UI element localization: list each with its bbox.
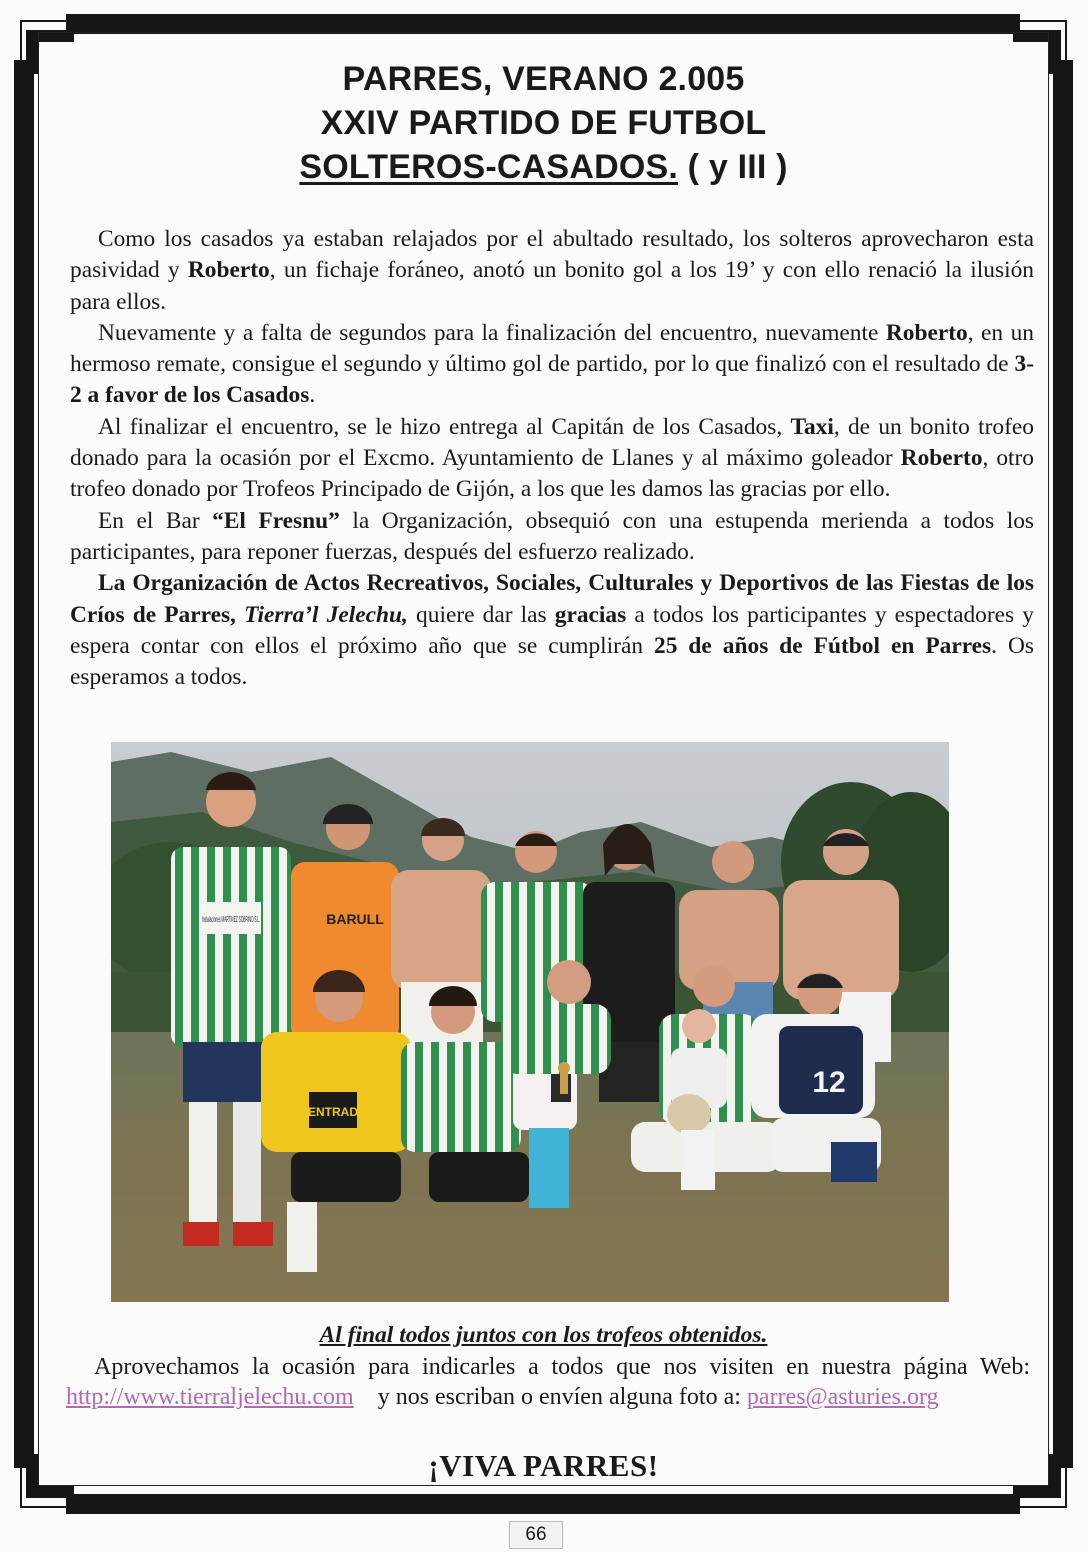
title-suffix: ( y III ) (678, 148, 788, 186)
website-link[interactable]: http://www.tierraljelechu.com (66, 1384, 354, 1410)
jersey-sponsor-1: Instalaciones MARTINEZ SOBRINO S.L. (202, 915, 260, 924)
team-photo (111, 742, 949, 1302)
paragraph-5: La Organización de Actos Recreativos, Sociales, Culturales y Deportivos de las Fiestas de los Críos de Parres, Tierra’l Jelechu, quiere dar las gracias a todos los participantes y espectadores y espera contar con ellos el próximo año que se cumplirán 25 de años de Fútbol en Parres. Os esperamos a todos. (70, 570, 1034, 691)
viva-parres-heading: ¡VIVA PARRES! (428, 1448, 659, 1483)
title-line-3 (0, 148, 1087, 187)
jersey-number: 12 (812, 1066, 846, 1099)
jersey-sponsor-2: BARULL (326, 911, 384, 927)
paragraph-1: Como los casados ya estaban relajados por el abultado resultado, los solteros aprovecharon esta pasividad y Roberto, un fichaje foráneo, anotó un bonito gol a los 19’ y con ello renació la ilusión para ellos. (70, 226, 1034, 315)
jersey-sponsor-3: ENTRAD (308, 1105, 358, 1119)
closing-paragraph: Aprovechamos la ocasión para indicarles a todos que nos visiten en nuestra página Web: http://www.tierraljelechu.com y nos escriban o envíen alguna foto a: parres@asturies.org (66, 1354, 1030, 1410)
title-underlined: SOLTEROS-CASADOS. (299, 148, 678, 186)
title-line-1: PARRES, VERANO 2.005 (342, 60, 745, 98)
article-body (70, 224, 1034, 693)
paragraph-2: Nuevamente y a falta de segundos para la finalización del encuentro, nuevamente Roberto, en un hermoso remate, consigue el segundo y último gol de partido, por lo que finalizó con el resultado de 3-2 a favor de los Casados. (70, 319, 1034, 409)
paragraph-3: Al finalizar el encuentro, se le hizo entrega al Capitán de los Casados, Taxi, de un bonito trofeo donado para la ocasión por el Excmo. Ayuntamiento de Llanes y al máximo goleador Roberto, otro trofeo donado por Trofeos Principado de Gijón, a los que les damos las gracias por ello. (70, 413, 1034, 503)
paragraph-4: En el Bar “El Fresnu” la Organización, obsequió con una estupenda merienda a todos los participantes, para reponer fuerzas, después del esfuerzo realizado. (70, 507, 1034, 565)
page-number: 66 (509, 1521, 563, 1549)
photo-caption: Al final todos juntos con los trofeos obtenidos. (319, 1322, 768, 1348)
title-line-2: XXIV PARTIDO DE FUTBOL (320, 104, 767, 142)
email-link[interactable]: parres@asturies.org (746, 1384, 939, 1410)
